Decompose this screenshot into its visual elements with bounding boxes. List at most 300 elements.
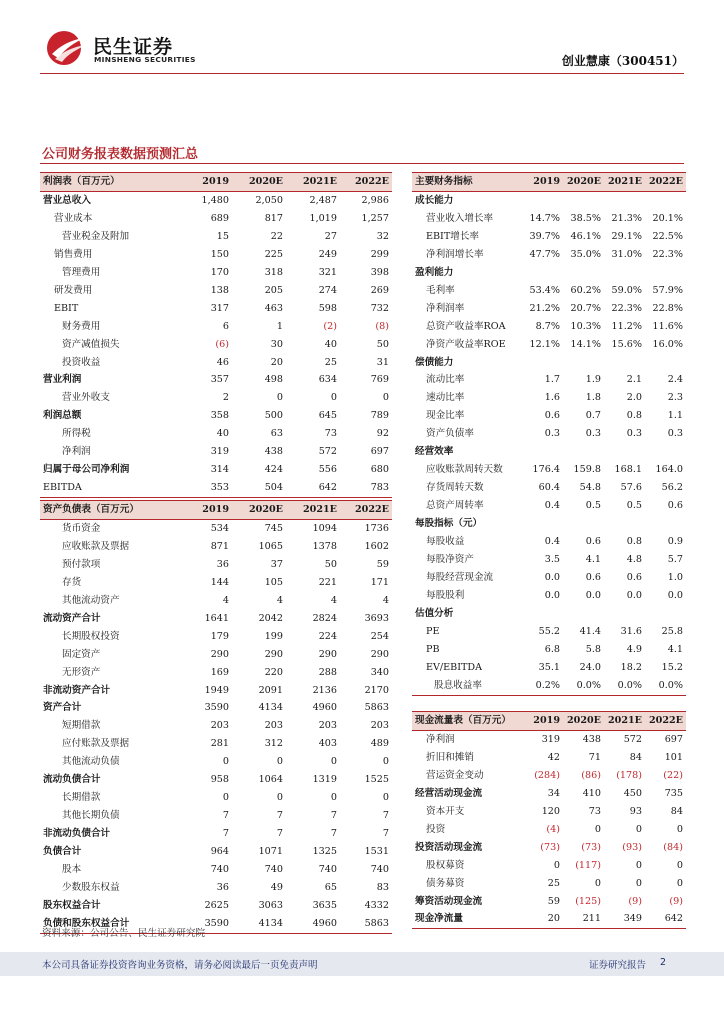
row-label: 货币资金 <box>62 522 101 534</box>
value-cell: 71 <box>588 751 601 763</box>
value-cell: 0.8 <box>626 410 642 422</box>
value-cell: 20.1% <box>652 212 683 224</box>
value-cell: 5.7 <box>667 554 683 566</box>
table-row <box>40 879 392 897</box>
table-row <box>40 897 392 915</box>
value-cell: 5.8 <box>585 643 601 655</box>
row-label: 净利润率 <box>426 302 465 314</box>
table-title-cell: 主要财务指标 <box>412 173 522 192</box>
value-cell: 0 <box>382 392 389 404</box>
row-label: EBIT <box>54 302 79 314</box>
value-cell: 0.6 <box>544 410 560 422</box>
value-cell: 4 <box>276 594 283 606</box>
data-source-note: 资料来源：公司公告、民生证券研究院 <box>42 928 206 939</box>
table-row <box>40 264 392 282</box>
value-cell: 0.0 <box>585 589 601 601</box>
table-row <box>412 264 686 282</box>
value-cell: 680 <box>370 464 389 476</box>
value-cell: 598 <box>318 302 337 314</box>
table-row <box>40 628 392 646</box>
value-cell: 0.3 <box>626 428 642 440</box>
value-cell <box>563 605 604 623</box>
value-cell: 179 <box>210 630 229 642</box>
value-cell: 1641 <box>204 612 229 624</box>
row-label: 盈利能力 <box>415 266 454 278</box>
value-cell: 0 <box>594 823 601 835</box>
value-cell: 0.5 <box>585 500 601 512</box>
value-cell: 0 <box>676 877 683 889</box>
table-row <box>412 551 686 569</box>
page-header <box>0 0 724 80</box>
company-logo <box>44 28 244 68</box>
value-cell: 15.6% <box>611 338 642 350</box>
value-cell: 36 <box>216 882 229 894</box>
row-label: 速动比率 <box>426 392 465 404</box>
table-row <box>412 336 686 354</box>
row-label: 利润总额 <box>43 410 82 422</box>
table-row <box>412 821 686 839</box>
value-cell: 22 <box>270 230 283 242</box>
table-row <box>40 753 392 771</box>
table-row <box>40 336 392 354</box>
value-cell: (4) <box>546 823 560 835</box>
value-cell: 745 <box>264 522 283 534</box>
value-cell: (117) <box>575 859 601 871</box>
value-cell: 0.9 <box>667 536 683 548</box>
row-label: 流动负债合计 <box>43 774 101 786</box>
value-cell: 29.1% <box>611 230 642 242</box>
row-label: 长期借款 <box>62 792 101 804</box>
value-cell: 0 <box>635 823 642 835</box>
table-row <box>40 371 392 389</box>
row-label: 股息收益率 <box>412 677 522 695</box>
value-cell: 249 <box>318 248 337 260</box>
value-cell <box>645 515 686 533</box>
row-label: 净利润 <box>62 446 91 458</box>
row-label: 营业税金及附加 <box>62 230 130 242</box>
value-cell: 1378 <box>312 540 337 552</box>
value-cell: 8.7% <box>535 320 560 332</box>
value-cell: 4 <box>382 594 389 606</box>
value-cell: 138 <box>210 284 229 296</box>
value-cell <box>563 515 604 533</box>
value-cell: 319 <box>210 446 229 458</box>
row-label: 其他长期负债 <box>62 810 120 822</box>
value-cell: 1736 <box>364 522 389 534</box>
value-cell: 572 <box>318 446 337 458</box>
value-cell: 2042 <box>258 612 283 624</box>
table-row <box>40 717 392 735</box>
value-cell: 59 <box>376 558 389 570</box>
row-label: EBIT增长率 <box>426 230 480 242</box>
table-row <box>412 515 686 533</box>
value-cell <box>563 354 604 372</box>
value-cell: 3635 <box>312 899 337 911</box>
value-cell: 254 <box>370 630 389 642</box>
value-cell <box>563 264 604 282</box>
value-cell: 0 <box>635 859 642 871</box>
value-cell: 1531 <box>364 846 389 858</box>
value-cell: 46 <box>216 356 229 368</box>
year-header-cell: 2020E <box>232 501 286 520</box>
value-cell: 1.9 <box>585 374 601 386</box>
value-cell: 0.3 <box>544 428 560 440</box>
value-cell: 357 <box>210 374 229 386</box>
value-cell: 0.0 <box>544 589 560 601</box>
row-label: 营业成本 <box>54 212 93 224</box>
value-cell: 24.0 <box>579 661 601 673</box>
value-cell: 14.1% <box>570 338 601 350</box>
table-row <box>412 839 686 857</box>
value-cell: 18.2 <box>620 661 642 673</box>
value-cell: 56.2 <box>661 482 683 494</box>
table-row <box>412 443 686 461</box>
row-label: 每股收益 <box>426 536 465 548</box>
value-cell: 964 <box>210 846 229 858</box>
value-cell: 0 <box>382 792 389 804</box>
value-cell: 1325 <box>312 846 337 858</box>
row-label: 负债和股东权益合计 <box>40 915 178 933</box>
value-cell: (125) <box>575 895 601 907</box>
value-cell: 0.8 <box>626 536 642 548</box>
value-cell: 47.7% <box>529 248 560 260</box>
value-cell: 2136 <box>312 684 337 696</box>
row-label: 总资产收益率ROA <box>426 320 506 332</box>
value-cell: (178) <box>616 769 642 781</box>
value-cell: 7 <box>382 828 389 840</box>
table-row <box>412 282 686 300</box>
value-cell: 634 <box>318 374 337 386</box>
value-cell: 1.6 <box>544 392 560 404</box>
value-cell: 349 <box>604 910 645 928</box>
value-cell: 697 <box>370 446 389 458</box>
value-cell: 203 <box>370 720 389 732</box>
row-label: 资产减值损失 <box>62 338 120 350</box>
row-label: 应付账款及票据 <box>62 738 130 750</box>
row-label: 存货 <box>62 576 82 588</box>
value-cell: 93 <box>629 805 642 817</box>
value-cell: 572 <box>623 733 642 745</box>
value-cell: 221 <box>318 576 337 588</box>
year-header-cell: 2022E <box>340 501 392 520</box>
table-row <box>40 354 392 372</box>
value-cell <box>604 515 645 533</box>
value-cell: 46.1% <box>570 230 601 242</box>
value-cell: 73 <box>588 805 601 817</box>
value-cell <box>522 443 563 461</box>
value-cell: 2.1 <box>626 374 642 386</box>
value-cell: 7 <box>330 828 337 840</box>
value-cell: 4 <box>330 594 337 606</box>
row-label: 净利润 <box>426 733 455 745</box>
value-cell: 0.6 <box>626 571 642 583</box>
year-header-cell: 2021E <box>286 501 340 520</box>
row-label: PE <box>426 625 440 637</box>
value-cell <box>563 191 604 209</box>
value-cell: 871 <box>210 540 229 552</box>
row-label: 净资产收益率ROE <box>426 338 506 350</box>
table-row <box>40 574 392 592</box>
value-cell: 84 <box>670 805 683 817</box>
table-row <box>412 228 686 246</box>
table-row <box>40 682 392 700</box>
value-cell <box>645 191 686 209</box>
row-label: 其他流动负债 <box>62 756 120 768</box>
table-title-cell: 利润表（百万元） <box>40 173 178 192</box>
table-row <box>40 807 392 825</box>
value-cell: 0 <box>276 392 283 404</box>
value-cell: 16.0% <box>652 338 683 350</box>
value-cell: 735 <box>664 787 683 799</box>
value-cell: 7 <box>382 810 389 822</box>
row-label: 长期股权投资 <box>62 630 120 642</box>
value-cell: 83 <box>376 882 389 894</box>
value-cell: 2,487 <box>309 194 337 206</box>
value-cell: 783 <box>340 479 392 497</box>
value-cell: 1094 <box>312 522 337 534</box>
value-cell <box>604 605 645 623</box>
table-row <box>412 677 686 695</box>
value-cell: 199 <box>264 630 283 642</box>
table-row <box>40 191 392 209</box>
report-type: 证券研究报告 <box>588 960 646 971</box>
value-cell: (6) <box>215 338 229 350</box>
value-cell: 7 <box>276 810 283 822</box>
row-label: 资产合计 <box>43 702 82 714</box>
table-row <box>412 210 686 228</box>
year-header-cell: 2020E <box>232 173 286 192</box>
value-cell: 1525 <box>364 774 389 786</box>
value-cell: 34 <box>547 787 560 799</box>
value-cell <box>522 191 563 209</box>
value-cell: 211 <box>563 910 604 928</box>
value-cell: 4960 <box>312 702 337 714</box>
value-cell: 290 <box>318 648 337 660</box>
value-cell: 3693 <box>364 612 389 624</box>
row-label: 股东权益合计 <box>43 899 101 911</box>
value-cell: 4134 <box>258 702 283 714</box>
logo-text-en: MINSHENG SECURITIES <box>94 55 196 64</box>
cash-flow-table <box>412 711 686 929</box>
table-row <box>40 461 392 479</box>
value-cell: 21.2% <box>529 302 560 314</box>
value-cell: 73 <box>324 428 337 440</box>
row-label: 股本 <box>62 864 82 876</box>
value-cell: 740 <box>264 864 283 876</box>
value-cell: 498 <box>264 374 283 386</box>
value-cell: 203 <box>264 720 283 732</box>
row-label: 每股指标（元） <box>415 518 483 530</box>
value-cell: 1.1 <box>667 410 683 422</box>
value-cell: 269 <box>370 284 389 296</box>
row-label: 存货周转天数 <box>426 482 484 494</box>
value-cell: 22.5% <box>652 230 683 242</box>
row-label: EV/EBITDA <box>426 661 483 673</box>
row-label: 财务费用 <box>62 320 101 332</box>
table-row <box>412 857 686 875</box>
value-cell: 0.3 <box>585 428 601 440</box>
year-header-cell: 2019 <box>178 173 232 192</box>
table-row <box>412 605 686 623</box>
table-row <box>412 246 686 264</box>
table-row <box>40 592 392 610</box>
row-label: 净利润增长率 <box>426 248 484 260</box>
value-cell: 171 <box>370 576 389 588</box>
table-row <box>40 771 392 789</box>
table-row <box>40 246 392 264</box>
table-row <box>40 556 392 574</box>
row-label: 经营效率 <box>415 446 454 458</box>
value-cell: 314 <box>210 464 229 476</box>
value-cell: 0.4 <box>544 536 560 548</box>
value-cell: 35.1 <box>538 661 560 673</box>
value-cell: 220 <box>264 666 283 678</box>
value-cell: 1 <box>276 320 283 332</box>
table-row <box>412 389 686 407</box>
row-label: 营业利润 <box>43 374 82 386</box>
table-row <box>412 767 686 785</box>
table-row <box>412 425 686 443</box>
table-row <box>412 893 686 911</box>
disclaimer-text: 本公司具备证券投资咨询业务资格，请务必阅读最后一页免责声明 <box>42 960 318 971</box>
row-label: 毛利率 <box>426 284 455 296</box>
table-row <box>412 623 686 641</box>
value-cell: 0.0 <box>667 589 683 601</box>
value-cell <box>563 443 604 461</box>
table-row <box>40 646 392 664</box>
table-row <box>40 610 392 628</box>
row-label: 营业外收支 <box>62 392 110 404</box>
value-cell: 31 <box>376 356 389 368</box>
table-row <box>412 318 686 336</box>
row-label: 每股经营现金流 <box>426 571 494 583</box>
value-cell: 224 <box>318 630 337 642</box>
year-header-cell: 2022E <box>645 173 686 192</box>
year-header-cell: 2019 <box>178 501 232 520</box>
row-label: 现金比率 <box>426 410 465 422</box>
table-row <box>412 461 686 479</box>
table-row <box>412 659 686 677</box>
income-statement-table <box>40 172 392 498</box>
value-cell: 1.7 <box>544 374 560 386</box>
value-cell: 22.8% <box>652 302 683 314</box>
row-label: 预付款项 <box>62 558 101 570</box>
value-cell: 0.0 <box>544 571 560 583</box>
value-cell: 317 <box>210 302 229 314</box>
table-row <box>412 497 686 515</box>
table-row <box>40 825 392 843</box>
value-cell: 225 <box>264 248 283 260</box>
table-row <box>40 861 392 879</box>
table-row <box>412 641 686 659</box>
value-cell: 740 <box>318 864 337 876</box>
value-cell: 20 <box>270 356 283 368</box>
value-cell: 3063 <box>258 899 283 911</box>
table-row <box>412 371 686 389</box>
table-row <box>40 425 392 443</box>
row-label: 投资 <box>426 823 446 835</box>
section-title: 公司财务报表数据预测汇总 <box>42 147 199 162</box>
table-row <box>40 443 392 461</box>
key-ratios-table <box>412 172 686 696</box>
row-label: 应收账款周转天数 <box>426 464 503 476</box>
row-label: 营运资金变动 <box>426 769 484 781</box>
value-cell: 31.6 <box>620 625 642 637</box>
value-cell: (284) <box>534 769 560 781</box>
value-cell: 63 <box>270 428 283 440</box>
value-cell: 49 <box>270 882 283 894</box>
value-cell: 556 <box>318 464 337 476</box>
value-cell: 3590 <box>204 702 229 714</box>
value-cell: 0 <box>553 859 560 871</box>
value-cell: 169 <box>210 666 229 678</box>
value-cell: 958 <box>210 774 229 786</box>
year-header-cell: 2019 <box>522 173 563 192</box>
value-cell: 642 <box>645 910 686 928</box>
value-cell: 0 <box>330 756 337 768</box>
row-label: 投资活动现金流 <box>415 841 483 853</box>
table-row <box>412 587 686 605</box>
value-cell: 288 <box>318 666 337 678</box>
table-row <box>40 210 392 228</box>
value-cell: 0.6 <box>667 500 683 512</box>
value-cell: 732 <box>370 302 389 314</box>
value-cell: 5863 <box>340 915 392 933</box>
value-cell: 22.3% <box>611 302 642 314</box>
value-cell: 398 <box>370 266 389 278</box>
table-row <box>412 479 686 497</box>
row-label: 资本开支 <box>426 805 465 817</box>
row-label: 所得税 <box>62 428 91 440</box>
value-cell: 500 <box>264 410 283 422</box>
value-cell: 290 <box>210 648 229 660</box>
value-cell: 36 <box>216 558 229 570</box>
value-cell: 20 <box>522 910 563 928</box>
table-row <box>40 843 392 861</box>
row-label: 营业总收入 <box>43 194 91 206</box>
value-cell: 740 <box>210 864 229 876</box>
table-row <box>412 533 686 551</box>
value-cell: 7 <box>222 828 229 840</box>
value-cell: 42 <box>547 751 560 763</box>
row-label: 现金净流量 <box>412 910 522 928</box>
value-cell: 403 <box>318 738 337 750</box>
year-header-cell: 2021E <box>604 173 645 192</box>
value-cell: 176.4 <box>532 464 560 476</box>
value-cell: 20.7% <box>570 302 601 314</box>
row-label: PB <box>426 643 440 655</box>
value-cell: 463 <box>264 302 283 314</box>
table-row <box>412 191 686 209</box>
value-cell: 15.2 <box>661 661 683 673</box>
value-cell: 321 <box>318 266 337 278</box>
table-row <box>412 354 686 372</box>
value-cell: 504 <box>232 479 286 497</box>
value-cell: 2,986 <box>361 194 389 206</box>
table-row <box>412 749 686 767</box>
table-row <box>412 407 686 425</box>
table-row <box>40 519 392 537</box>
row-label: 股权募资 <box>426 859 465 871</box>
value-cell <box>604 354 645 372</box>
value-cell <box>645 443 686 461</box>
value-cell: 0 <box>276 792 283 804</box>
value-cell: 4.9 <box>626 643 642 655</box>
table-row <box>412 785 686 803</box>
row-label: 筹资活动现金流 <box>415 895 483 907</box>
value-cell: 2091 <box>258 684 283 696</box>
value-cell: 5863 <box>364 702 389 714</box>
